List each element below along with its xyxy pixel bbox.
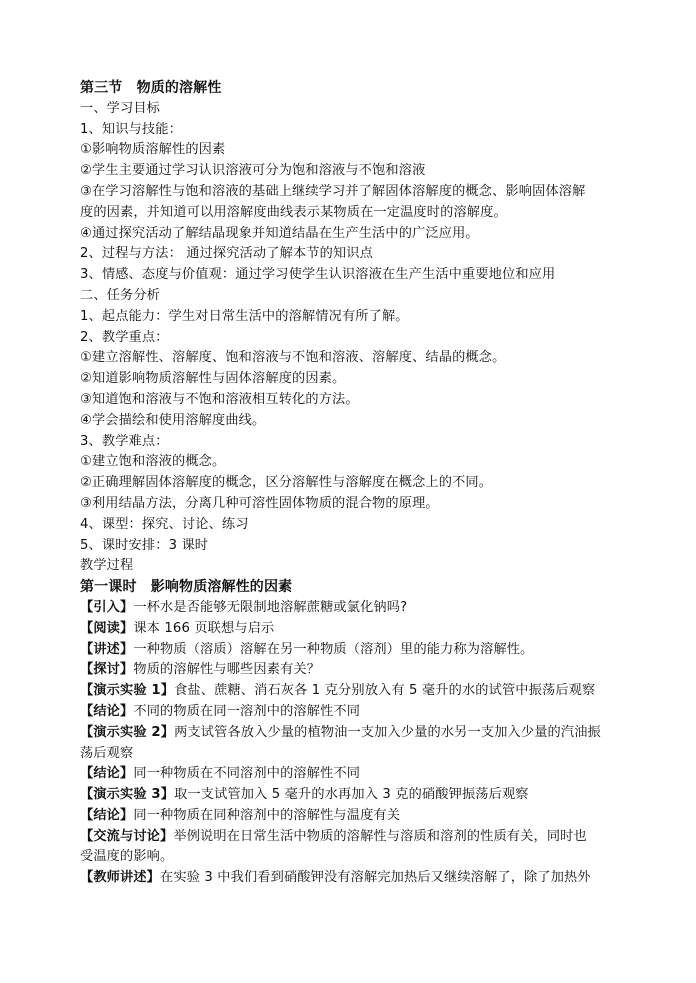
text-line: 2、教学重点： (80, 329, 169, 345)
item-text: 一种物质（溶质）溶解在另一种物质（溶剂）里的能力称为溶解性。 (133, 641, 534, 657)
lesson-item (80, 723, 620, 744)
text-line: ②正确理解固体溶解度的概念，区分溶解性与溶解度在概念上的不同。 (80, 475, 493, 491)
item-text: 不同的物质在同一溶剂中的溶解性不同 (133, 703, 361, 719)
text-line: 2、过程与方法： 通过探究活动了解本节的知识点 (80, 246, 373, 262)
item-text: 荡后观察 (80, 745, 134, 761)
item-tag: 【交流与讨论】 (80, 828, 174, 844)
item-tag: 【讲述】 (80, 641, 134, 657)
text-line: 3、情感、态度与价值观：通过学习使学生认识溶液在生产生活中重要地位和应用 (80, 267, 556, 283)
text-line: ③知道饱和溶液与不饱和溶液相互转化的方法。 (80, 391, 359, 407)
item-text: 两支试管各放入少量的植物油一支加入少量的水另一支加入少量的汽油振 (174, 724, 601, 740)
text-line: ③在学习溶解性与饱和溶液的基础上继续学习并了解固体溶解度的概念、影响固体溶解 (80, 183, 586, 199)
item-text: 食盐、蔗糖、消石灰各 1 克分别放入有 5 毫升的水的试管中振荡后观察 (174, 683, 596, 699)
text-line: 度的因素，并知道可以用溶解度曲线表示某物质在一定温度时的溶解度。 (80, 204, 507, 220)
lesson-item (80, 619, 620, 640)
item-text: 同一种物质在不同溶剂中的溶解性不同 (133, 766, 361, 782)
text-line: ①建立溶解性、溶解度、饱和溶液与不饱和溶液、溶解度、结晶的概念。 (80, 350, 506, 366)
lesson-item (80, 640, 620, 661)
text-line: ④通过探究活动了解结晶现象并知道结晶在生产生活中的广泛应用。 (80, 225, 479, 241)
item-tag: 【阅读】 (80, 620, 134, 636)
lesson-item (80, 785, 620, 806)
lesson-item (80, 702, 620, 723)
section-title: 第三节 物质的溶解性 (80, 80, 222, 96)
lesson-item (80, 847, 620, 868)
item-tag: 【教师讲述】 (80, 870, 161, 886)
lesson-title: 第一课时 影响物质溶解性的因素 (80, 579, 293, 596)
text-line: ①影响物质溶解性的因素 (80, 142, 226, 158)
item-tag: 【结论】 (80, 766, 134, 782)
lesson-item (80, 827, 620, 848)
text-line: ④学会描绘和使用溶解度曲线。 (80, 412, 266, 428)
lesson-item (80, 764, 620, 785)
text-line: 教学过程 (80, 558, 134, 574)
text-line: 一、学习目标 (80, 100, 161, 116)
item-text: 举例说明在日常生活中物质的溶解性与溶质和溶剂的性质有关，同时也 (173, 828, 587, 844)
item-text: 一杯水是否能够无限制地溶解蔗糖或氯化钠吗? (133, 599, 408, 615)
lesson-item (80, 681, 620, 702)
text-line: ②学生主要通过学习认识溶液可分为饱和溶液与不饱和溶液 (80, 163, 426, 179)
text-line: 5、课时安排：3 课时 (80, 537, 209, 553)
item-tag: 【结论】 (80, 807, 134, 823)
lesson-item (80, 868, 620, 889)
item-tag: 【探讨】 (80, 662, 134, 678)
item-text: 课本 166 页联想与启示 (133, 620, 275, 636)
objectives-block (80, 99, 620, 577)
item-text: 同一种物质在同种溶剂中的溶解性与温度有关 (133, 807, 401, 823)
text-line: ③利用结晶方法，分离几种可溶性固体物质的混合物的原理。 (80, 495, 439, 511)
item-tag: 【演示实验 3】 (80, 787, 175, 803)
item-tag: 【演示实验 2】 (80, 724, 175, 740)
item-text: 受温度的影响。 (80, 849, 174, 865)
lesson-item (80, 660, 620, 681)
item-text: 在实验 3 中我们看到硝酸钾没有溶解完加热后又继续溶解了，除了加热外 (160, 870, 591, 886)
text-line: 4、课型：探究、讨论、练习 (80, 516, 249, 532)
item-text: 物质的溶解性与哪些因素有关？ (133, 662, 321, 678)
item-tag: 【演示实验 1】 (80, 683, 175, 699)
text-line: 二、任务分析 (80, 287, 161, 303)
text-line: 1、起点能力：学生对日常生活中的溶解情况有所了解。 (80, 308, 409, 324)
item-tag: 【结论】 (80, 703, 134, 719)
text-line: ①建立饱和溶液的概念。 (80, 454, 226, 470)
item-tag: 【引入】 (80, 599, 134, 615)
text-line: ②知道影响物质溶解性与固体溶解度的因素。 (80, 371, 346, 387)
document-page (80, 78, 620, 889)
item-text: 取一支试管加入 5 毫升的水再加入 3 克的硝酸钾振荡后观察 (174, 787, 529, 803)
lesson-item (80, 598, 620, 619)
text-line: 3、教学难点： (80, 433, 169, 449)
lesson-items (80, 598, 620, 889)
lesson-item (80, 806, 620, 827)
lesson-item (80, 744, 620, 765)
text-line: 1、知识与技能： (80, 121, 182, 137)
